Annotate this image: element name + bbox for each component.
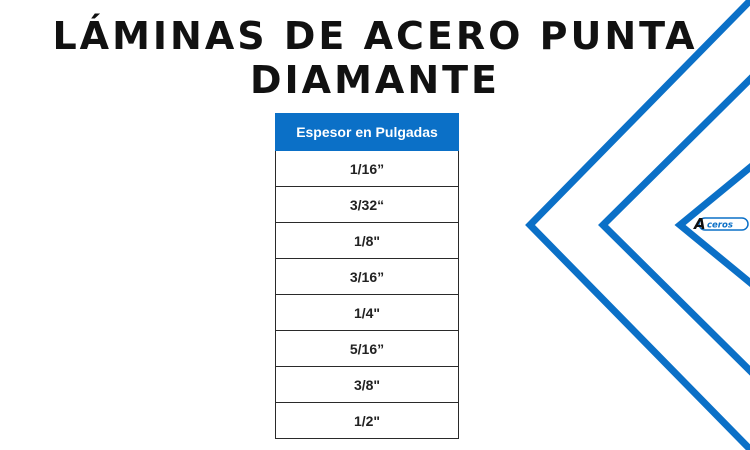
table-cell: 3/32“ bbox=[276, 187, 459, 223]
table-row bbox=[276, 187, 459, 223]
thickness-table bbox=[275, 113, 459, 439]
title-line-1: LÁMINAS DE ACERO PUNTA bbox=[52, 14, 698, 58]
table-cell: 3/8" bbox=[276, 367, 459, 403]
table-row bbox=[276, 151, 459, 187]
table-row bbox=[276, 403, 459, 439]
title-line-2: DIAMANTE bbox=[250, 58, 500, 102]
table-cell: 3/16” bbox=[276, 259, 459, 295]
page-title bbox=[0, 14, 750, 102]
table-row bbox=[276, 223, 459, 259]
aceros-logo bbox=[693, 215, 749, 233]
table-header: Espesor en Pulgadas bbox=[276, 114, 459, 151]
table-header-row bbox=[276, 114, 459, 151]
table-cell: 1/8" bbox=[276, 223, 459, 259]
table-row bbox=[276, 259, 459, 295]
table-cell: 5/16” bbox=[276, 331, 459, 367]
table-cell: 1/4" bbox=[276, 295, 459, 331]
logo-text: ceros bbox=[707, 220, 733, 231]
table-cell: 1/2" bbox=[276, 403, 459, 439]
table-row bbox=[276, 367, 459, 403]
table-row bbox=[276, 295, 459, 331]
table-row bbox=[276, 331, 459, 367]
logo-letter: A bbox=[694, 215, 706, 233]
table-cell: 1/16” bbox=[276, 151, 459, 187]
